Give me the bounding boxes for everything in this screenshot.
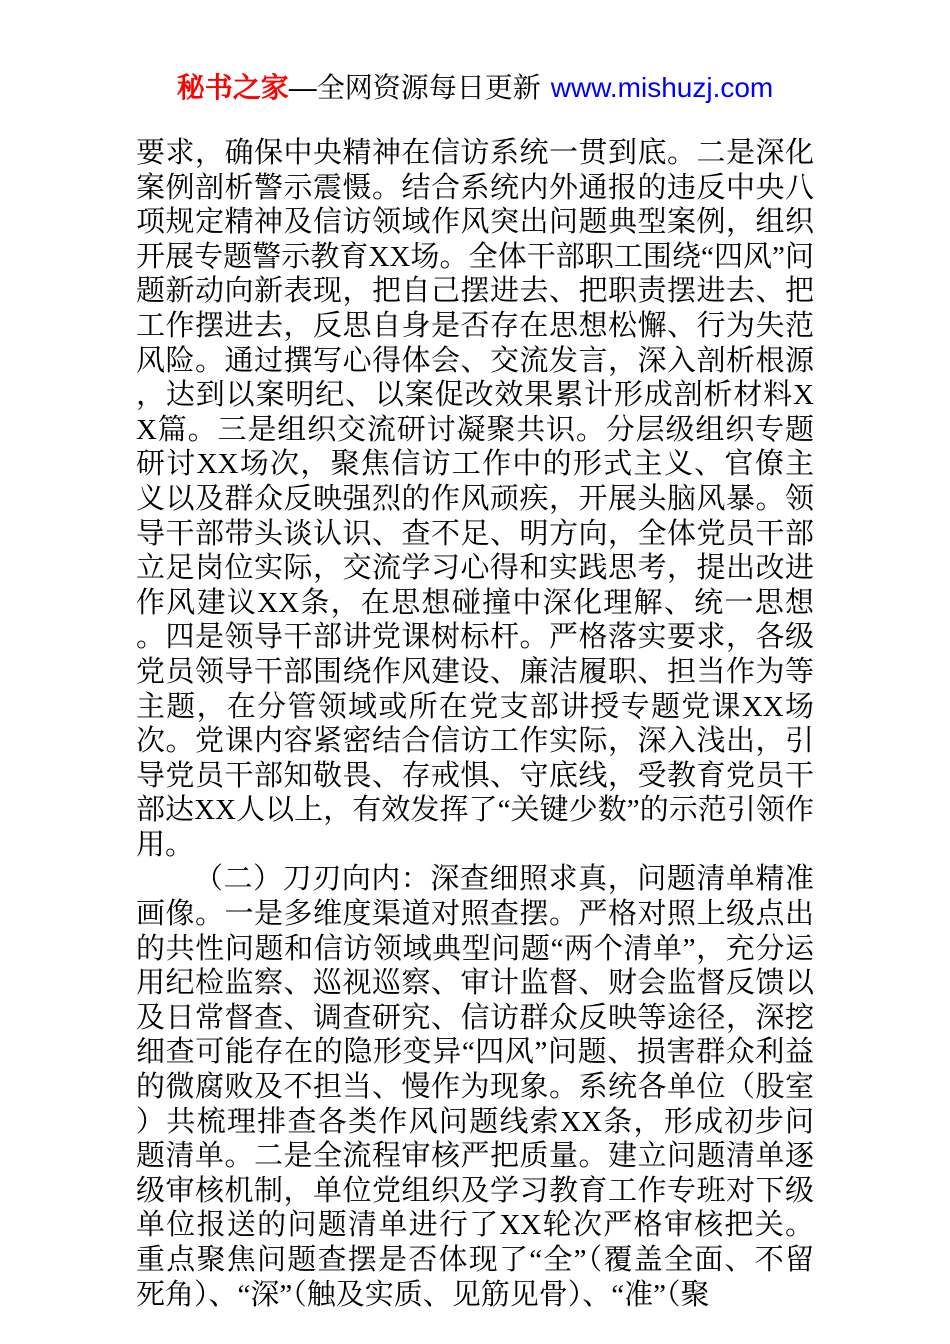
document-body [136,136,814,1312]
site-header [0,0,950,106]
paragraph-2: （二）刀刃向内：深查细照求真，问题清单精准画像。一是多维度渠道对照查摆。严格对照上级点出的共性问题和信访领域典型问题“两个清单”，充分运用纪检监察、巡视巡察、审计监督、财会监督反馈以及日常督查、调查研究、信访群众反映等途径，深挖细查可能存在的隐形变异“四风”问题、损害群众利益的微腐败及不担当、慢作为现象。系统各单位（股室）共梳理排查各类作风问题线索XX条，形成初步问题清单。二是全流程审核严把质量。建立问题清单逐级审核机制，单位党组织及学习教育工作专班对下级单位报送的问题清单进行了XX轮次严格审核把关。重点聚焦问题查摆是否体现了“全”（覆盖全面、不留死角）、“深”（触及实质、见筋见骨）、“准”（聚 [136,863,814,1311]
site-tagline: —全网资源每日更新 [288,72,541,103]
paragraph-1: 要求，确保中央精神在信访系统一贯到底。二是深化案例剖析警示震慑。结合系统内外通报的违反中央八项规定精神及信访领域作风突出问题典型案例，组织开展专题警示教育XX场。全体干部职工围绕“四风”问题新动向新表现，把自己摆进去、把职责摆进去、把工作摆进去，反思自身是否存在思想松懈、行为失范风险。通过撰写心得体会、交流发言，深入剖析根源，达到以案明纪、以案促改效果累计形成剖析材料XX篇。三是组织交流研讨凝聚共识。分层级组织专题研讨XX场次，聚焦信访工作中的形式主义、官僚主义以及群众反映强烈的作风顽疾，开展头脑风暴。领导干部带头谈认识、查不足、明方向，全体党员干部立足岗位实际，交流学习心得和实践思考，提出改进作风建议XX条，在思想碰撞中深化理解、统一思想。四是领导干部讲党课树标杆。严格落实要求，各级党员领导干部围绕作风建设、廉洁履职、担当作为等主题，在分管领域或所在党支部讲授专题党课XX场次。党课内容紧密结合信访工作实际，深入浅出，引导党员干部知敬畏、存戒惧、守底线，受教育党员干部达XX人以上，有效发挥了“关键少数”的示范引领作用。 [136,137,814,861]
site-url-link[interactable]: www.mishuzj.com [550,72,774,103]
site-brand: 秘书之家 [176,72,289,103]
